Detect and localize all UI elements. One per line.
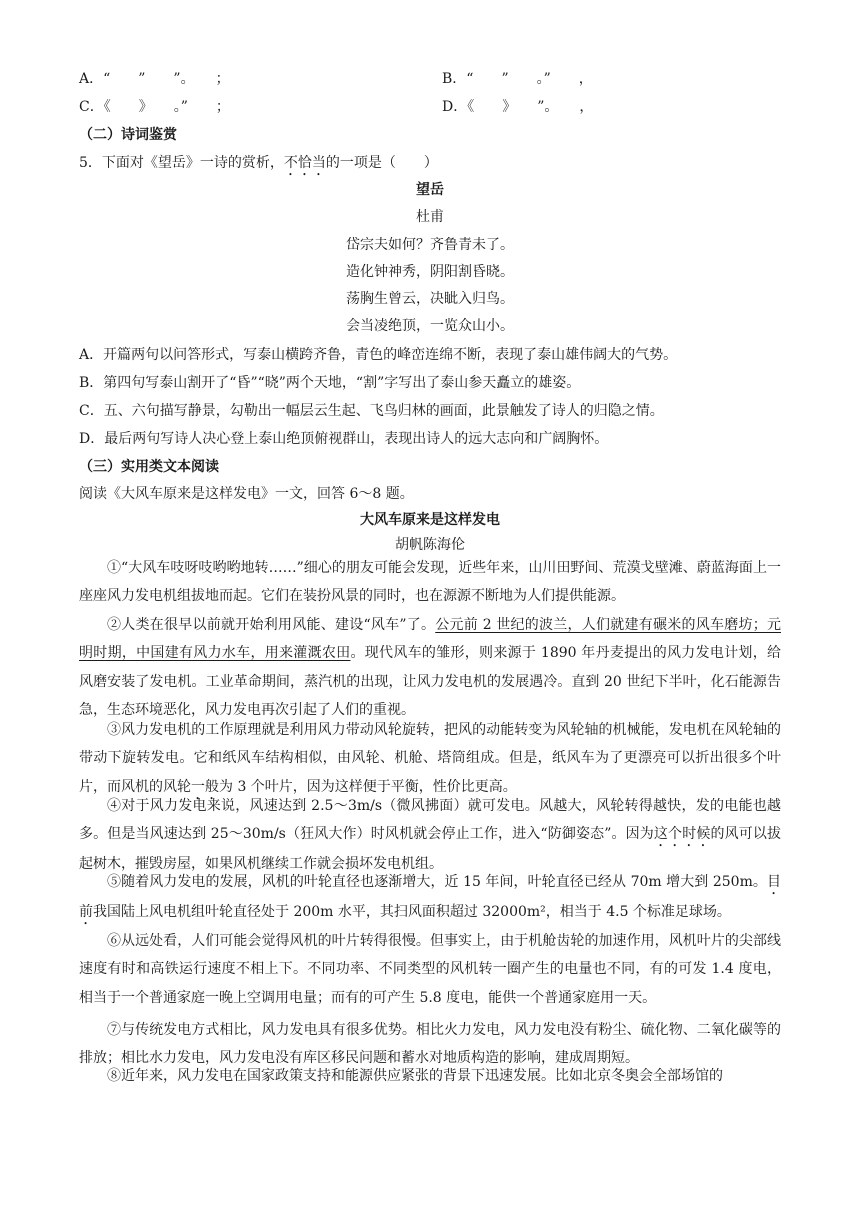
option-5a: A．开篇两句以问答形式，写泰山横跨齐鲁，青色的峰峦连绵不断，表现了泰山雄伟阔大的气势。: [79, 347, 678, 363]
article-paragraph-8: ⑧近年来，风力发电在国家政策支持和能源供应紧张的背景下迅速发展。比如北京冬奥会全部场馆的: [107, 1068, 723, 1084]
paragraph-2-start: ②人类在很早以前就开始利用风能、建设“风车”了。: [107, 617, 436, 633]
option-5c: C．五、六句描写静景，勾勒出一幅层云生起、飞鸟归林的画面，此景触发了诗人的归隐之情。: [79, 403, 664, 419]
article-paragraph-3: [79, 716, 781, 803]
paragraph-3-end: 为 3 个叶片，因为这样便于平衡，性价比更高。: [219, 778, 517, 795]
option-4c: C．《 》 。” ；: [79, 99, 230, 115]
paragraph-5-start: ⑤随着风力发电的发展，风机的叶轮直径也逐渐增大，近 15 年间，叶轮直径已经从 70m 增大到 250m。: [107, 874, 767, 890]
emphasized-word-yiban: 一般: [191, 778, 219, 795]
paragraph-3-start: ③风力发电机的工作原理就是利用风力带动风轮旋转，把风的动能转变为风轮轴的机械能，发电机在风轮轴的带动下旋转发电。它和纸风车结构相似，由风轮、机舱、塔筒组成。但是，纸风车为了更漂亮可以折出很多个叶片，而风机的风轮: [79, 722, 781, 795]
poem-author: 杜甫: [416, 209, 444, 225]
option-5d: D．最后两句写诗人决心登上泰山绝顶俯视群山，表现出诗人的远大志向和广阔胸怀。: [79, 431, 609, 447]
option-4b: B．“ ” 。” ，: [442, 71, 593, 87]
article-paragraph-7: ⑦与传统发电方式相比，风力发电具有很多优势。相比火力发电，风力发电没有粉尘、硫化物、二氧化碳等的排放；相比水力发电，风力发电没有库区移民问题和蓄水对地质构造的影响，建成周期短。: [79, 1022, 781, 1067]
question-5-end: 的一项是（ ）: [325, 155, 438, 171]
poem-title: 望岳: [416, 182, 444, 198]
paragraph-4-end: 的风可以拔起树木，摧毁房屋，如果风机继续工作就会损坏发电机组。: [79, 826, 782, 873]
section-3-title: （三）实用类文本阅读: [79, 459, 219, 475]
poem-line: 荡胸生曾云，决眦入归鸟。: [346, 291, 514, 307]
poem-line: 岱宗夫如何？齐鲁青未了。: [346, 237, 514, 253]
question-5: [79, 154, 438, 179]
option-4a: A．“ ” ”。 ；: [79, 71, 230, 87]
article-paragraph-6: ⑥从远处看，人们可能会觉得风机的叶片转得很慢。但事实上，由于机舱齿轮的加速作用，风机叶片的尖部线速度有时和高铁运行速度不相上下。不同功率、不同类型的风机转一圈产生的电量也不同，有的可发 1.4 度电，相当于一个普通家庭一晚上空调用电量；而有的可产生 5.8 度电，能供一个普通家庭用一天。: [79, 933, 781, 1006]
paragraph-4-start: ④对于风力发电来说，风速达到 2.5～3m/s（微风拂面）就可发电。风越大，风轮转得越快，发的电能也越多。但是当风速达到 25～30m/s（狂风大作）时风机就会停止工作，进入“防御姿态”。因为: [79, 798, 781, 843]
paragraph-2-end: 。现代风车的雏形，则来源于 1890 年丹麦提出的风力发电计划，给风磨安装了发电机。工业革命期间，蒸汽机的出现，让风力发电机的发展遇冷。直到 20 世纪下半叶，化石能源告急，生态环境恶化，风力发电再次引起了人们的重视。: [79, 645, 782, 719]
option-5b: B．第四句写泰山割开了“昏”“晓”两个天地，“割”字写出了泰山参天矗立的雄姿。: [79, 375, 581, 391]
article-paragraph-2: [79, 611, 781, 725]
poem-line: 造化钟神秀，阴阳割昏晓。: [346, 264, 514, 280]
emphasized-word-muqian: 目前: [79, 874, 781, 920]
section-2-title: （二）诗词鉴赏: [79, 127, 177, 143]
underlined-sentence: 公元前 2 世纪的波兰，人们就建有碾米的风车磨坊；元明时期，中国建有风力水车，用来灌溉农田: [79, 617, 781, 662]
article-author: 胡帆陈海伦: [395, 537, 465, 553]
poem-line: 会当凌绝顶，一览众山小。: [346, 318, 514, 334]
article-paragraph-4: [79, 792, 781, 879]
reading-instruction: 阅读《大风车原来是这样发电》一文，回答 6～8 题。: [79, 486, 414, 502]
question-5-start: 5．下面对《望岳》一诗的赏析，: [79, 155, 284, 171]
article-paragraph-1: ①“大风车吱呀吱哟哟地转……”细心的朋友可能会发现，近些年来，山川田野间、荒漠戈壁滩、蔚蓝海面上一座座风力发电机组拔地而起。它们在装扮风景的同时，也在源源不断地为人们提供能源。: [79, 560, 781, 605]
emphasized-phrase-zhegeshihou: 这个时候: [653, 826, 711, 843]
article-title: 大风车原来是这样发电: [360, 512, 500, 528]
article-paragraph-5: [79, 868, 781, 928]
paragraph-5-end: 我国陆上风电机组叶轮直径处于 200m 水平，其扫风面积超过 32000m²，相当于 4.5 个标准足球场。: [93, 904, 731, 920]
question-5-emphasis: 不恰当: [283, 155, 326, 171]
option-4d: D．《 》 ”。 ，: [442, 99, 594, 115]
